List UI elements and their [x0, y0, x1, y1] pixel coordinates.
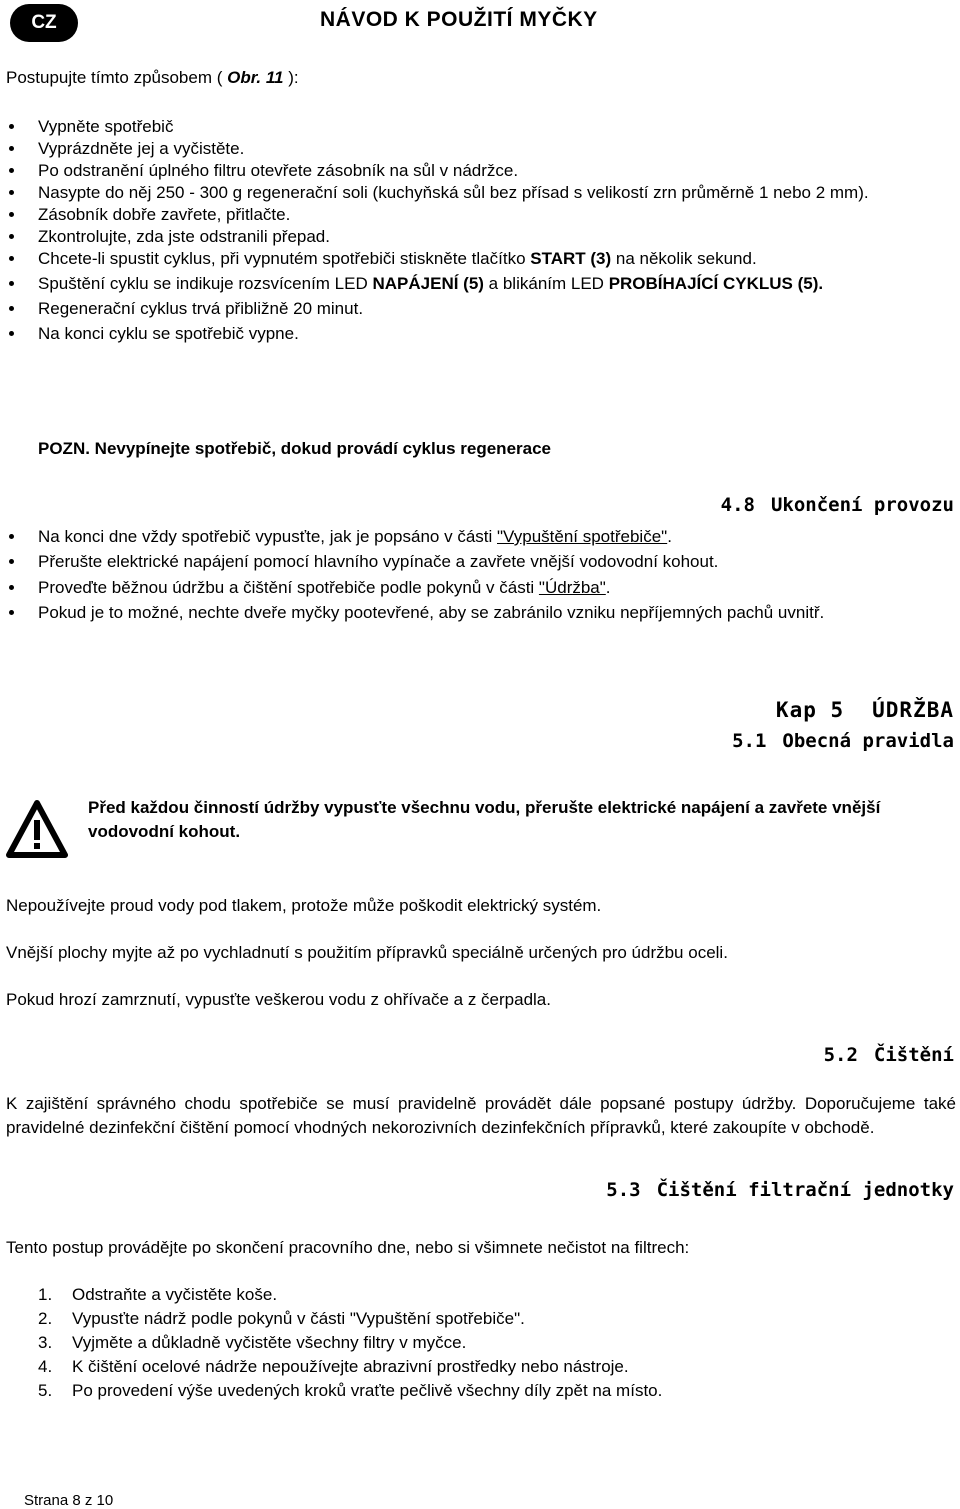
- list-text: Spuštění cyklu se indikuje rozsvícením LED: [38, 274, 373, 293]
- section-heading-5-1: [732, 730, 954, 752]
- list-item: [0, 1355, 662, 1379]
- step-text: Vypusťte nádrž podle pokynů v části "Vypuštění spotřebiče".: [72, 1309, 525, 1328]
- step-text: Odstraňte a vyčistěte koše.: [72, 1285, 278, 1304]
- list-item: Po odstranění úplného filtru otevřete zásobník na sůl v nádržce.: [0, 160, 956, 182]
- section-heading-4-8: [721, 494, 954, 516]
- page-number: Strana 8 z 10: [24, 1492, 114, 1509]
- step-text: Vyjměte a důkladně vyčistěte všechny filtry v myčce.: [72, 1333, 467, 1352]
- list-item: Pokud je to možné, nechte dveře myčky pootevřené, aby se zabránilo vzniku nepříjemných pachů uvnitř.: [0, 602, 956, 624]
- step-text: K čištění ocelové nádrže nepoužívejte abrazivní prostředky nebo nástroje.: [72, 1357, 629, 1376]
- list-item: [0, 1283, 662, 1307]
- paragraph: Vnější plochy myjte až po vychladnutí s použitím přípravků speciálně určených pro údržbu oceli.: [6, 943, 728, 962]
- cleaning-paragraph: K zajištění správného chodu spotřebiče se musí pravidelně provádět dále popsané postupy údržby. Doporučujeme také pravidelné dezinfekční čištění pomocí vhodných nekorozivních dezinfekčních přípravků, které zakoupíte v obchodě.: [6, 1094, 956, 1137]
- list-item: [0, 248, 956, 270]
- intro-line: [6, 66, 956, 89]
- list-item: [0, 577, 956, 599]
- maintenance-section-link[interactable]: "Údržba": [538, 577, 606, 597]
- list-item: Vypněte spotřebič: [0, 116, 956, 138]
- section-number: 5.2: [823, 1044, 858, 1066]
- chapter-number: Kap 5: [775, 698, 845, 722]
- power-led-ref: NAPÁJENÍ (5): [372, 274, 484, 293]
- section-number: 4.8: [720, 494, 755, 516]
- drain-section-link[interactable]: "Vypuštění spotřebiče": [497, 527, 668, 546]
- list-item: [0, 1379, 662, 1403]
- list-item: [0, 526, 956, 548]
- list-text: Chcete-li spustit cyklus, při vypnutém spotřebiči stiskněte tlačítko: [38, 249, 531, 268]
- regeneration-steps-list: [0, 116, 956, 345]
- section-title: Čištění: [873, 1044, 954, 1066]
- step-text: Po provedení výše uvedených kroků vraťte pečlivě všechny díly zpět na místo.: [72, 1381, 663, 1400]
- step-number: 2.: [38, 1309, 53, 1328]
- list-item: Přerušte elektrické napájení pomocí hlavního vypínače a zavřete vnější vodovodní kohout.: [0, 551, 956, 573]
- figure-reference: Obr. 11: [227, 68, 284, 87]
- document-title: NÁVOD K POUŽITÍ MYČKY: [320, 8, 598, 31]
- intro-before: Postupujte tímto způsobem (: [6, 68, 228, 87]
- section-number: 5.3: [606, 1179, 641, 1201]
- step-number: 3.: [38, 1333, 53, 1352]
- section-title: Čištění filtrační jednotky: [656, 1179, 954, 1201]
- section-number: 5.1: [732, 730, 767, 752]
- list-text: .: [605, 577, 611, 597]
- filter-paragraph: Tento postup provádějte po skončení pracovního dne, nebo si všimnete nečistot na filtrech:: [6, 1238, 690, 1257]
- paragraph: Nepoužívejte proud vody pod tlakem, protože může poškodit elektrický systém.: [6, 896, 602, 915]
- step-number: 1.: [38, 1285, 53, 1304]
- list-item: [0, 1307, 662, 1331]
- list-item: Zásobník dobře zavřete, přitlačte.: [0, 204, 956, 226]
- section-heading-5-2: [824, 1044, 954, 1066]
- list-text: .: [667, 527, 672, 546]
- start-button-ref: START (3): [530, 249, 612, 268]
- list-item: [0, 1331, 662, 1355]
- note-text: POZN. Nevypínejte spotřebič, dokud provádí cyklus regenerace: [38, 439, 551, 458]
- paragraph: Pokud hrozí zamrznutí, vypusťte veškerou vodu z ohřívače a z čerpadla.: [6, 990, 551, 1009]
- list-text: a blikáním LED: [483, 274, 609, 293]
- shutdown-steps-list: [0, 526, 956, 627]
- section-heading-5-3: [606, 1179, 954, 1201]
- filter-cleaning-steps: [0, 1283, 662, 1403]
- list-item: Vyprázdněte jej a vyčistěte.: [0, 138, 956, 160]
- list-text: Na konci dne vždy spotřebič vypusťte, jak je popsáno v části: [38, 527, 497, 546]
- warning-triangle-icon: [6, 798, 68, 860]
- list-item: Zkontrolujte, zda jste odstranili přepad.: [0, 226, 956, 248]
- step-number: 5.: [38, 1381, 53, 1400]
- language-badge: CZ: [10, 4, 78, 42]
- step-number: 4.: [38, 1357, 53, 1376]
- cycle-led-ref: PROBÍHAJÍCÍ CYKLUS (5).: [608, 274, 824, 293]
- intro-after: ):: [283, 68, 299, 87]
- section-title: Ukončení provozu: [770, 494, 954, 516]
- list-item: Nasypte do něj 250 - 300 g regenerační soli (kuchyňská sůl bez přísad s velikostí zrn průměrně 1 nebo 2 mm).: [0, 182, 956, 204]
- list-item: Regenerační cyklus trvá přibližně 20 minut.: [0, 298, 956, 320]
- warning-text: Před každou činností údržby vypusťte všechnu vodu, přerušte elektrické napájení a zavřete vnější vodovodní kohout.: [88, 798, 881, 841]
- list-text: Proveďte běžnou údržbu a čištění spotřebiče podle pokynů v části: [38, 577, 539, 597]
- list-text: na několik sekund.: [611, 249, 757, 268]
- section-title: Obecná pravidla: [782, 730, 954, 752]
- chapter-heading: [776, 698, 954, 722]
- chapter-title: ÚDRŽBA: [872, 698, 954, 722]
- list-item: [0, 273, 956, 295]
- list-item: Na konci cyklu se spotřebič vypne.: [0, 323, 956, 345]
